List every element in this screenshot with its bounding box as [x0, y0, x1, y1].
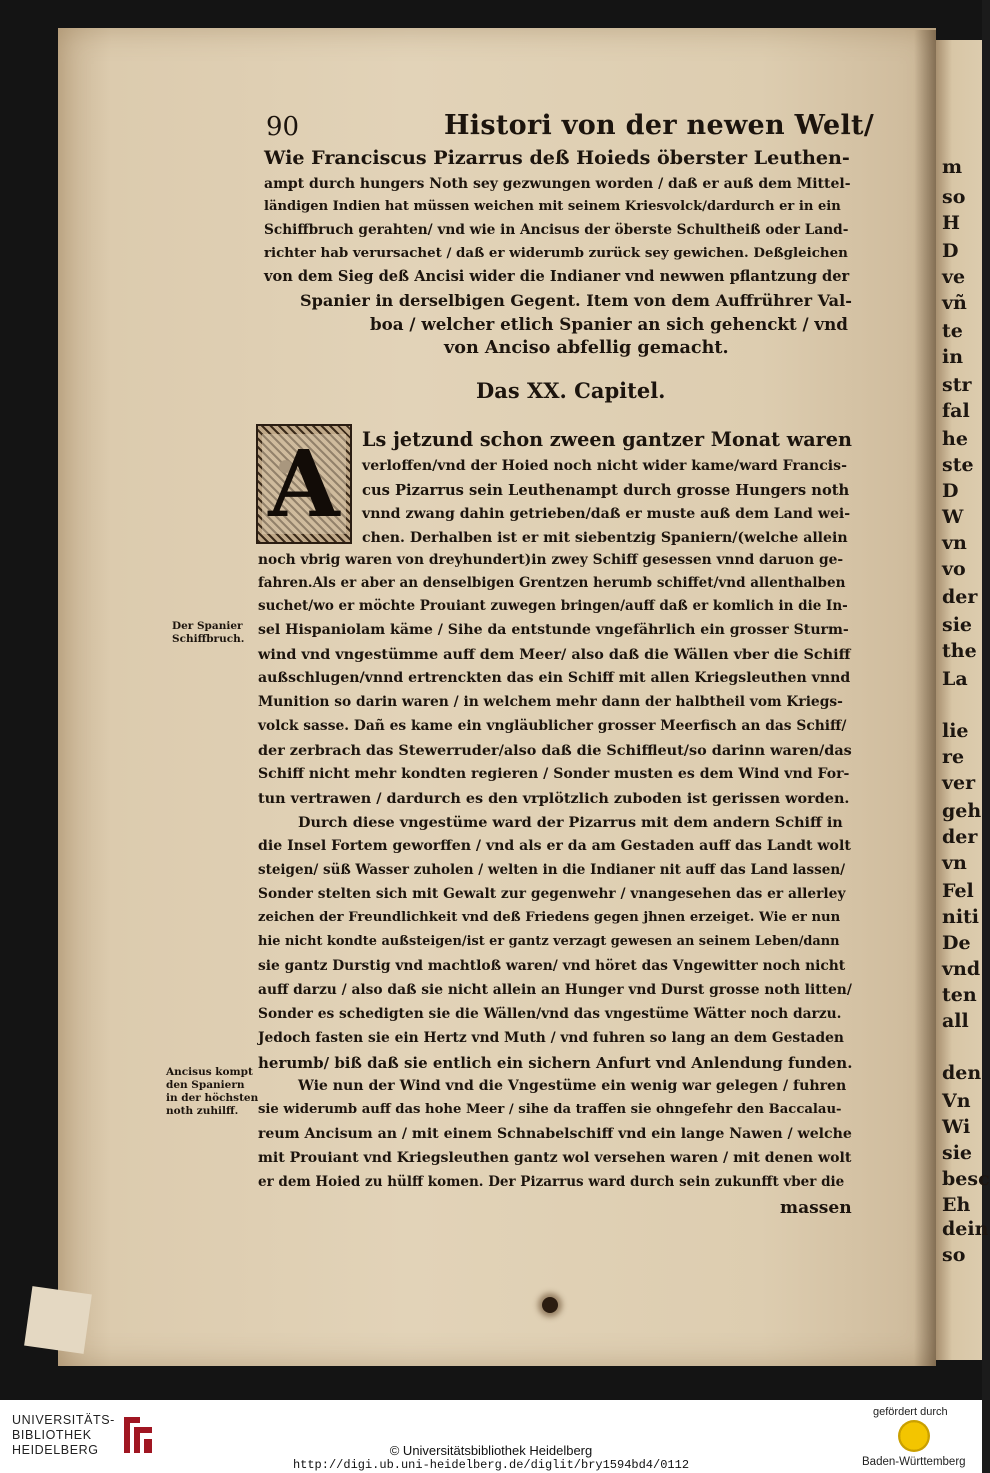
facing-page-fragment: den	[942, 1062, 982, 1084]
facing-page-fragment: sie	[942, 1142, 973, 1164]
body-line: Schiff nicht mehr kondten regieren / Sonder musten es dem Wind vnd For-	[258, 766, 850, 782]
body-line: wind vnd vngestümme auff dem Meer/ also daß die Wällen vber die Schiff	[258, 646, 851, 663]
margin-note-line: Der Spanier	[172, 620, 243, 632]
facing-page-fragment: in	[942, 346, 964, 368]
body-line: Wie nun der Wind vnd die Vngestüme ein wenig war gelegen / fuhren	[298, 1078, 847, 1094]
facing-page-fragment: Wi	[942, 1116, 971, 1138]
body-line: cus Pizarrus sein Leuthenampt durch grosse Hungers noth	[362, 482, 850, 499]
body-line: er dem Hoied zu hülff komen. Der Pizarrus ward durch sein zukunfft vber die	[258, 1174, 845, 1190]
body-line: massen	[780, 1198, 852, 1218]
summary-line: richter hab verursachet / daß er widerumb zurück sey gewichen. Deßgleichen	[264, 245, 848, 261]
facing-page-fragment: re	[942, 746, 965, 768]
facing-page-edge	[936, 40, 990, 1360]
body-line: Sonder es schedigten sie die Wällen/vnd das vngestüme Wätter noch darzu.	[258, 1006, 842, 1022]
body-line: volck sasse. Dañ es kame ein vngläublicher grosser Meerfisch an das Schiff/	[258, 718, 847, 734]
margin-note-line: noth zuhilff.	[166, 1105, 239, 1117]
body-line: herumb/ biß daß sie entlich ein sichern Anfurt vnd Anlendung funden.	[258, 1054, 853, 1072]
facing-page-fragment: Vn	[942, 1090, 971, 1112]
running-head: Histori von der newen Welt/	[444, 110, 874, 141]
body-line: noch vbrig waren von dreyhundert)in zwey Schiff gesessen vnnd daruon ge-	[258, 552, 844, 568]
body-line: auff darzu / also daß sie nicht allein an Hunger vnd Durst grosse noth litten/	[258, 982, 852, 998]
initial-letter-glyph: A	[262, 434, 345, 534]
facing-page-fragment: H	[942, 212, 960, 234]
facing-page-fragment: D	[942, 240, 959, 262]
body-line: sel Hispaniolam käme / Sihe da entstunde vngefährlich ein grosser Sturm-	[258, 622, 849, 638]
body-line: sie gantz Durstig vnd machtloß waren/ vnd höret das Vngewitter noch nicht	[258, 958, 846, 974]
facing-page-fragment: der	[942, 826, 978, 848]
body-line: die Insel Fortem geworffen / vnd als er da am Gestaden auff das Landt wolt	[258, 838, 851, 854]
body-line: tun vertrawen / dardurch es den vrplötzlich zuboden ist gerissen worden.	[258, 790, 850, 807]
body-line: verloffen/vnd der Hoied noch nicht wider kame/ward Francis-	[362, 458, 847, 474]
body-line: zeichen der Freundlichkeit vnd deß Friedens gegen jhnen erzeiget. Wie er nun	[258, 910, 841, 925]
body-line: fahren.Als er aber an denselbigen Grentzen herumb schiffet/vnd allenthalben	[258, 575, 846, 591]
funded-by-label: gefördert durch	[873, 1406, 948, 1418]
body-line: Ls jetzund schon zween gantzer Monat waren	[362, 428, 852, 451]
facing-page-fragment: D	[942, 480, 959, 502]
body-line: der zerbrach das Stewerruder/also daß die Schiffleut/so darinn waren/das	[258, 742, 852, 759]
facing-page-fragment: ten	[942, 984, 977, 1006]
facing-page-fragment: Eh	[942, 1194, 971, 1216]
page-number: 90	[266, 112, 300, 142]
torn-page-corner	[24, 1286, 92, 1354]
body-line: reum Ancisum an / mit einem Schnabelschiff vnd ein lange Nawen / welche	[258, 1126, 852, 1142]
body-line: mit Prouiant vnd Kriegsleuthen gantz wol versehen waren / mit denen wolt	[258, 1150, 852, 1166]
library-name-line: HEIDELBERG	[12, 1443, 99, 1457]
decorated-initial-letter	[256, 424, 352, 544]
body-line: Munition so darin waren / in welchem mehr dann der halbtheil vom Kriegs-	[258, 694, 843, 710]
facing-page-fragment: La	[942, 668, 968, 690]
body-line: suchet/wo er möchte Prouiant zuwegen bringen/auff daß er komlich in die In-	[258, 598, 848, 614]
facing-page-fragment: W	[942, 506, 964, 528]
margin-note-line: Ancisus kompt	[166, 1066, 253, 1078]
summary-line: von Anciso abfellig gemacht.	[444, 337, 729, 358]
facing-page-fragment: vn	[942, 532, 967, 554]
facing-page-fragment: ve	[942, 266, 966, 288]
facing-page-fragment: vnd	[942, 958, 981, 980]
paper-hole-damage	[542, 1297, 558, 1313]
summary-line: Spanier in derselbigen Gegent. Item von dem Auffrührer Val-	[300, 291, 852, 310]
facing-page-fragment: geh	[942, 800, 982, 822]
facing-page-fragment: so	[942, 186, 966, 208]
facing-page-fragment: so	[942, 1244, 966, 1266]
facing-page-fragment: Fel	[942, 880, 974, 902]
digitization-footer	[0, 1400, 982, 1473]
facing-page-fragment: str	[942, 374, 972, 396]
facing-page-fragment: besc	[942, 1168, 990, 1190]
summary-line: von dem Sieg deß Ancisi wider die Indianer vnd newwen pflantzung der	[264, 268, 850, 285]
facing-page-fragment: te	[942, 320, 963, 342]
body-line: hie nicht kondte außsteigen/ist er gantz verzagt gewesen an seinem Leben/dann	[258, 934, 840, 949]
facing-page-fragment: ste	[942, 454, 974, 476]
facing-page-fragment: the	[942, 640, 977, 662]
chapter-heading: Das XX. Capitel.	[476, 378, 666, 403]
funder-name: Baden-Württemberg	[862, 1456, 966, 1468]
summary-line: ländigen Indien hat müssen weichen mit seinem Kriesvolck/dardurch er in ein	[264, 199, 841, 214]
body-line: Jedoch fasten sie ein Hertz vnd Muth / vnd fuhren so lang an dem Gestaden	[258, 1030, 844, 1046]
summary-line: boa / welcher etlich Spanier an sich gehenckt / vnd	[370, 314, 848, 334]
facing-page-fragment: der	[942, 586, 978, 608]
permalink-url[interactable]: http://digi.ub.uni-heidelberg.de/diglit/bry1594bd4/0112	[292, 1458, 690, 1472]
body-line: chen. Derhalben ist er mit siebentzig Spaniern/(welche allein	[362, 530, 848, 546]
facing-page-fragment: vn	[942, 852, 967, 874]
facing-page-fragment: all	[942, 1010, 969, 1032]
facing-page-fragment: vñ	[942, 292, 967, 314]
body-line: steigen/ süß Wasser zuholen / welten in die Indianer nit auff das Land lassen/	[258, 862, 846, 878]
facing-page-fragment: sie	[942, 614, 973, 636]
facing-page-fragment: vo	[942, 558, 966, 580]
summary-line: Wie Franciscus Pizarrus deß Hoieds öberster Leuthen-	[264, 146, 850, 169]
margin-note-line: in der höchsten	[166, 1092, 259, 1104]
copyright-notice: © Universitätsbibliothek Heidelberg	[389, 1443, 593, 1458]
margin-note-line: den Spaniern	[166, 1079, 245, 1091]
facing-page-fragment: dein	[942, 1218, 989, 1240]
body-line: Durch diese vngestüme ward der Pizarrus mit dem andern Schiff in	[298, 814, 843, 831]
facing-page-fragment: lie	[942, 720, 969, 742]
library-name-line: BIBLIOTHEK	[12, 1428, 92, 1442]
facing-page-fragment: fal	[942, 400, 970, 422]
facing-page-fragment: ver	[942, 772, 976, 794]
body-line: sie widerumb auff das hohe Meer / sihe da traffen sie ohngefehr den Baccalau-	[258, 1102, 842, 1117]
facing-page-fragment: De	[942, 932, 971, 954]
margin-note-line: Schiffbruch.	[172, 633, 245, 645]
facing-page-fragment: niti	[942, 906, 980, 928]
summary-line: Schiffbruch gerahten/ vnd wie in Ancisus der öberste Schultheiß oder Land-	[264, 222, 849, 238]
body-line: vnnd zwang dahin getrieben/daß er muste auß dem Land wei-	[362, 506, 851, 522]
body-line: Sonder stelten sich mit Gewalt zur gegenwehr / vnangesehen das er allerley	[258, 886, 846, 902]
baden-wuerttemberg-seal-icon	[898, 1420, 930, 1452]
facing-page-fragment: m	[942, 156, 963, 178]
gutter-shadow	[914, 30, 936, 1366]
library-name-line: UNIVERSITÄTS-	[12, 1413, 115, 1427]
facing-page-fragment: he	[942, 428, 968, 450]
body-line: außschlugen/vnnd ertrenckten das ein Schiff mit allen Kriegsleuthen vnnd	[258, 670, 851, 686]
summary-line: ampt durch hungers Noth sey gezwungen worden / daß er auß dem Mittel-	[264, 176, 851, 192]
